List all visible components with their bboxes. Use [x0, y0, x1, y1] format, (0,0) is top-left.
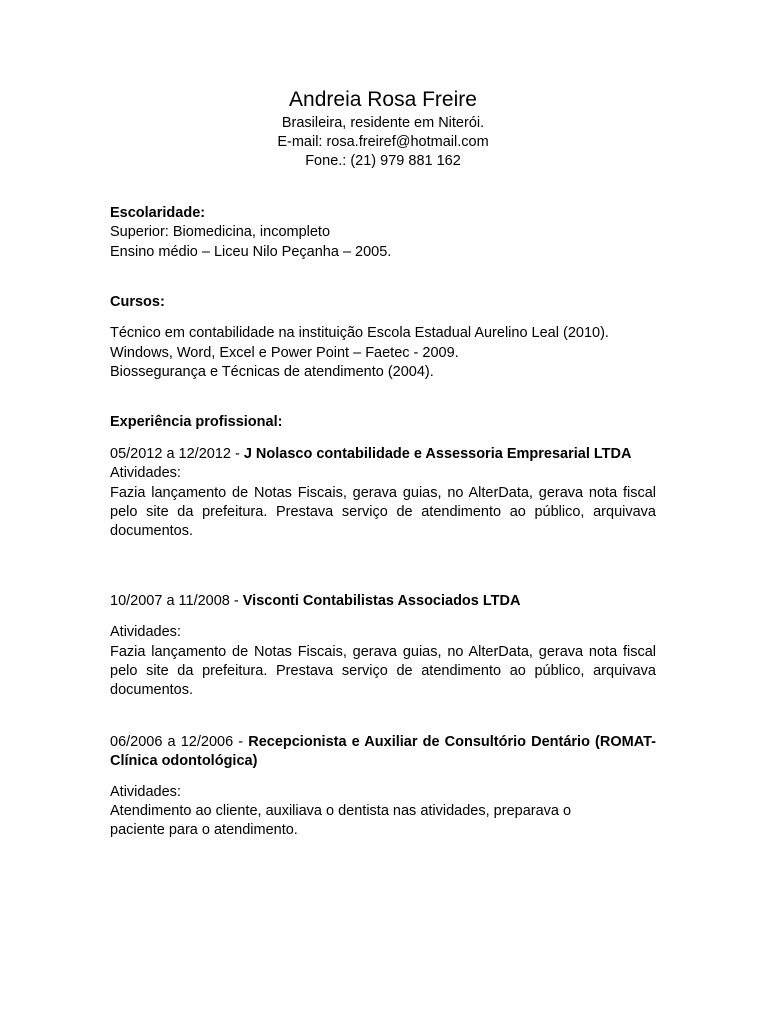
education-heading: Escolaridade: — [110, 205, 206, 221]
nationality-line: Brasileira, residente em Niterói. — [281, 115, 485, 131]
job-period: 06/2006 a 12/2006 - — [110, 734, 249, 750]
activities-line: paciente para o atendimento. — [110, 822, 298, 839]
course-item: Técnico em contabilidade na instituição Escola Estadual Aurelino Leal (2010). — [110, 325, 609, 342]
education-item: Ensino médio – Liceu Nilo Peçanha – 2005. — [110, 243, 392, 260]
courses-heading: Cursos: — [110, 294, 165, 310]
resume-header — [110, 86, 656, 171]
phone-line: Fone.: (21) 979 881 162 — [305, 153, 461, 169]
job-entry — [110, 733, 656, 840]
job-company: Visconti Contabilistas Associados LTDA — [242, 593, 521, 609]
activities-label: Atividades: — [110, 465, 181, 482]
job-period: 05/2012 a 12/2012 - — [110, 446, 244, 462]
activities-text: Fazia lançamento de Notas Fiscais, gerava guias, no AlterData, gerava nota fiscal pelo site da prefeitura. Prestava serviço de atendimento ao público, arquivava documentos. — [110, 484, 656, 540]
job-title-line — [110, 445, 656, 464]
activities-label: Atividades: — [110, 783, 181, 800]
job-entry — [110, 445, 656, 541]
job-entry — [110, 592, 656, 700]
courses-section — [110, 293, 656, 382]
job-company: J Nolasco contabilidade e Assessoria Empresarial LTDA — [243, 446, 632, 462]
activities-line: Atendimento ao cliente, auxiliava o dentista nas atividades, preparava o — [110, 802, 572, 819]
course-item: Biossegurança e Técnicas de atendimento (2004). — [110, 363, 434, 380]
job-title-line — [110, 592, 656, 611]
experience-heading-block — [110, 413, 656, 432]
education-section — [110, 204, 656, 262]
activities-label: Atividades: — [110, 624, 181, 641]
activities-text: Fazia lançamento de Notas Fiscais, gerava guias, no AlterData, gerava nota fiscal pelo site da prefeitura. Prestava serviço de atendimento ao público, arquivava documentos. — [110, 643, 656, 699]
course-item: Windows, Word, Excel e Power Point – Faetec - 2009. — [110, 344, 459, 361]
education-item: Superior: Biomedicina, incompleto — [110, 224, 331, 241]
job-period: 10/2007 a 11/2008 - — [110, 593, 243, 609]
job-title-line — [110, 733, 656, 772]
email-line: E-mail: rosa.freiref@hotmail.com — [277, 134, 489, 150]
experience-heading: Experiência profissional: — [110, 414, 283, 430]
candidate-name: Andreia Rosa Freire — [289, 88, 477, 111]
job-company: Recepcionista e Auxiliar de Consultório Dentário (ROMAT- Clínica odontológica) — [110, 734, 656, 770]
